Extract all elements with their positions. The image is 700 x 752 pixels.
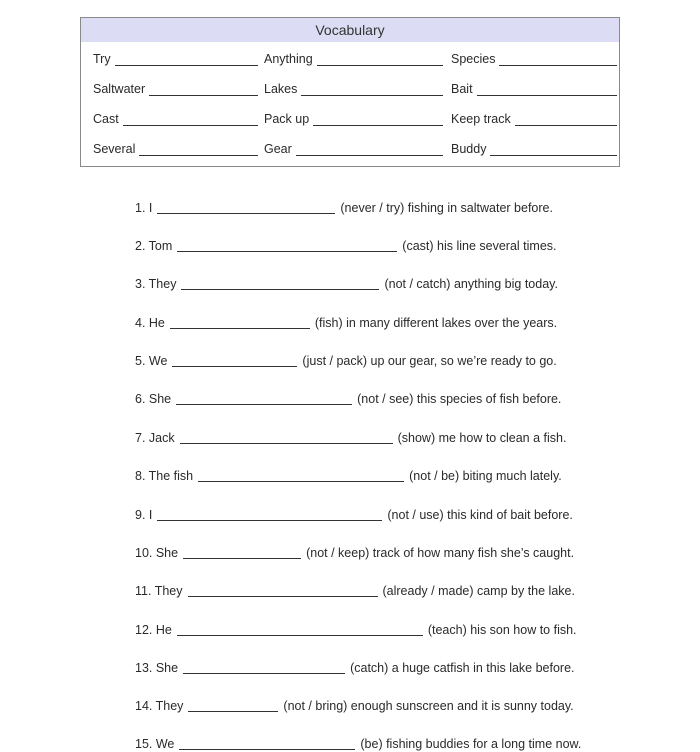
exercise-item	[135, 468, 562, 484]
vocab-word: Pack up	[264, 112, 310, 126]
vocab-item	[93, 48, 258, 66]
exercise-item	[135, 353, 557, 369]
vocab-item	[264, 48, 443, 66]
exercise-suffix: (teach) his son how to fish.	[427, 623, 577, 637]
exercise-prefix: 6. She	[135, 392, 172, 406]
vocab-word: Several	[93, 142, 136, 156]
exercise-suffix: (be) fishing buddies for a long time now.	[360, 737, 582, 751]
answer-blank[interactable]	[179, 737, 355, 750]
exercise-suffix: (not / see) this species of fish before.	[357, 392, 562, 406]
vocab-item	[264, 108, 443, 126]
vocab-word: Lakes	[264, 82, 298, 96]
vocab-word: Gear	[264, 142, 292, 156]
vocab-word: Saltwater	[93, 82, 146, 96]
vocab-blank[interactable]	[139, 144, 258, 156]
vocab-blank[interactable]	[296, 144, 443, 156]
vocabulary-title: Vocabulary	[81, 18, 619, 42]
vocab-blank[interactable]	[313, 114, 443, 126]
vocab-blank[interactable]	[477, 84, 617, 96]
answer-blank[interactable]	[176, 392, 352, 405]
exercise-suffix: (fish) in many different lakes over the years.	[314, 316, 558, 330]
vocab-word: Bait	[451, 82, 473, 96]
exercise-item	[135, 698, 574, 714]
vocab-item	[264, 138, 443, 156]
exercise-suffix: (not / keep) track of how many fish she’s caught.	[306, 546, 575, 560]
answer-blank[interactable]	[157, 508, 382, 521]
exercise-item	[135, 622, 577, 638]
exercise-item	[135, 430, 566, 446]
vocab-blank[interactable]	[149, 84, 258, 96]
vocab-item	[93, 78, 258, 96]
answer-blank[interactable]	[181, 277, 379, 290]
exercise-suffix: (already / made) camp by the lake.	[382, 584, 575, 598]
exercise-suffix: (not / bring) enough sunscreen and it is sunny today.	[283, 699, 574, 713]
vocab-blank[interactable]	[115, 54, 258, 66]
vocab-blank[interactable]	[490, 144, 617, 156]
exercise-prefix: 9. I	[135, 508, 153, 522]
exercise-item	[135, 660, 575, 676]
exercise-suffix: (not / catch) anything big today.	[384, 277, 558, 291]
exercise-prefix: 1. I	[135, 201, 153, 215]
exercise-prefix: 4. He	[135, 316, 165, 330]
exercise-suffix: (not / use) this kind of bait before.	[387, 508, 573, 522]
vocab-item	[451, 138, 617, 156]
vocab-blank[interactable]	[499, 54, 617, 66]
answer-blank[interactable]	[177, 239, 397, 252]
answer-blank[interactable]	[188, 699, 278, 712]
vocab-word: Species	[451, 52, 496, 66]
exercise-suffix: (cast) his line several times.	[402, 239, 557, 253]
exercise-item	[135, 507, 573, 523]
exercise-suffix: (never / try) fishing in saltwater before.	[340, 201, 553, 215]
exercise-suffix: (show) me how to clean a fish.	[397, 431, 567, 445]
exercise-prefix: 14. They	[135, 699, 184, 713]
vocab-item	[264, 78, 443, 96]
exercise-item	[135, 315, 557, 331]
vocab-item	[451, 108, 617, 126]
exercise-prefix: 5. We	[135, 354, 168, 368]
answer-blank[interactable]	[180, 431, 393, 444]
vocab-word: Anything	[264, 52, 313, 66]
answer-blank[interactable]	[157, 201, 335, 214]
answer-blank[interactable]	[183, 661, 345, 674]
answer-blank[interactable]	[172, 354, 297, 367]
exercise-item	[135, 276, 558, 292]
answer-blank[interactable]	[170, 316, 310, 329]
vocab-item	[93, 138, 258, 156]
exercise-prefix: 7. Jack	[135, 431, 175, 445]
vocab-blank[interactable]	[515, 114, 617, 126]
vocabulary-box	[80, 17, 620, 167]
vocab-word: Keep track	[451, 112, 511, 126]
vocab-word: Cast	[93, 112, 119, 126]
exercise-suffix: (not / be) biting much lately.	[409, 469, 562, 483]
answer-blank[interactable]	[183, 546, 301, 559]
answer-blank[interactable]	[177, 623, 423, 636]
answer-blank[interactable]	[198, 469, 404, 482]
vocab-blank[interactable]	[317, 54, 443, 66]
exercise-item	[135, 238, 557, 254]
vocab-item	[93, 108, 258, 126]
exercise-prefix: 12. He	[135, 623, 172, 637]
exercise-suffix: (just / pack) up our gear, so we’re ready to go.	[302, 354, 557, 368]
exercise-prefix: 8. The fish	[135, 469, 194, 483]
exercise-item	[135, 583, 575, 599]
exercise-prefix: 15. We	[135, 737, 175, 751]
vocab-item	[451, 48, 617, 66]
answer-blank[interactable]	[188, 584, 378, 597]
vocab-item	[451, 78, 617, 96]
exercise-prefix: 10. She	[135, 546, 179, 560]
vocab-word: Try	[93, 52, 111, 66]
exercise-prefix: 13. She	[135, 661, 179, 675]
exercise-prefix: 3. They	[135, 277, 177, 291]
exercise-item	[135, 200, 553, 216]
exercise-item	[135, 545, 574, 561]
exercise-prefix: 2. Tom	[135, 239, 173, 253]
vocab-word: Buddy	[451, 142, 487, 156]
exercise-prefix: 11. They	[135, 584, 183, 598]
vocab-blank[interactable]	[123, 114, 258, 126]
exercise-item	[135, 391, 561, 407]
exercise-suffix: (catch) a huge catfish in this lake before.	[350, 661, 575, 675]
vocabulary-grid	[81, 42, 619, 166]
vocab-blank[interactable]	[301, 84, 443, 96]
